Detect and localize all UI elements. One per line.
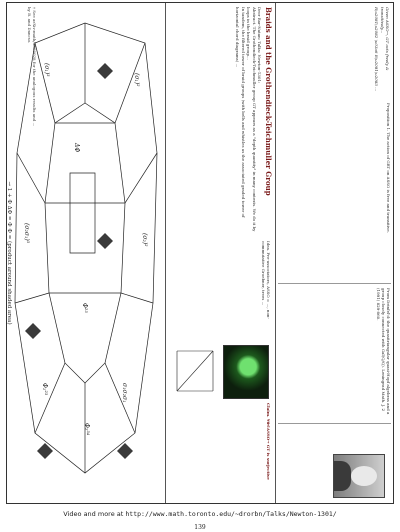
abstract-paragraph: Abstract. The Grothendieck-Teichmuller group GT appears as a "depth quantity" in many contexts. We do it by loops in the braid group... <box>246 7 257 232</box>
equation-line: R\u2081\u2082 \u03a6 R\u2081\u2083 ... <box>373 7 379 92</box>
diagram-label: σ₁σ₂σ₁ <box>121 383 128 403</box>
diagram-label: (σ₁)² <box>133 73 140 87</box>
proposition-text: Proposition 1. The action of GRT on ASSO is free and transitive. <box>386 103 391 233</box>
text-column <box>278 423 391 504</box>
diagram-label: Φ₁²³ <box>41 383 48 396</box>
text-column <box>278 103 391 273</box>
diagram-label: Φ²³ <box>81 303 88 313</box>
author-line: Dror Bar-Natan: Talks: Newton-1301: <box>257 7 262 84</box>
idea-paragraph: Idea. Pre-associators, ASSO = ..., non-commutative Groebner, trees ... <box>260 241 271 319</box>
claim-highlight: Claim. ∀Φ∈ASSO→ GT is surjective <box>266 403 271 480</box>
reference-text: From Drinfel'd: the quasitriangular quasi-Hopf algebras and a group closely connected with Gal(Q/Q). Leningrad Math. J. 2 (1991) 829-860. <box>375 288 391 415</box>
poster-title: Braids and the Grothendieck-Teichmuller Group <box>264 7 273 196</box>
diagram-label: ΔΦ <box>73 143 80 153</box>
top-strip <box>275 3 393 503</box>
diagram-label: (σ₂)² <box>141 233 148 247</box>
abstract-text <box>167 7 262 235</box>
poster <box>6 2 394 504</box>
caption-prefix: Video and more at <box>63 510 126 518</box>
page-number: 139 <box>194 524 206 531</box>
text-column <box>278 283 391 418</box>
author-photo <box>333 454 385 498</box>
text-column <box>278 7 391 95</box>
idea-text <box>167 241 271 341</box>
diagram-label: (σ₁)³ <box>43 63 50 77</box>
equation-line: Given ASSO→, GT acts freely & transitively... <box>379 7 390 71</box>
figure-thumbnail <box>223 345 269 399</box>
bottom-strip <box>7 3 165 503</box>
caption-url[interactable]: http://www.math.toronto.edu/~drorbn/Talks/Newton-1301/ <box>125 510 337 518</box>
footnote: † See arXiv:math/9808028 for the analogous results and ... by B. and Dancso. <box>27 7 37 127</box>
claim-text <box>167 403 271 499</box>
bottom-equation: → 1 + Φ ΔΦ = Φ Φ = (product around shaded area) <box>6 181 12 325</box>
abstract-paragraph: In tandem, the filtered tower of braid groups (with bells and whistles as the associated graded tower of horizontal chord diagrams) ... <box>235 7 246 218</box>
video-caption <box>0 510 400 518</box>
diagram-label: Φ₂³⁴ <box>83 423 90 436</box>
commutative-diagram <box>169 345 221 397</box>
poster-rotated-content <box>7 3 393 503</box>
middle-strip <box>165 3 275 503</box>
diagram-label: (σ₂σ₁)³ <box>23 223 30 244</box>
